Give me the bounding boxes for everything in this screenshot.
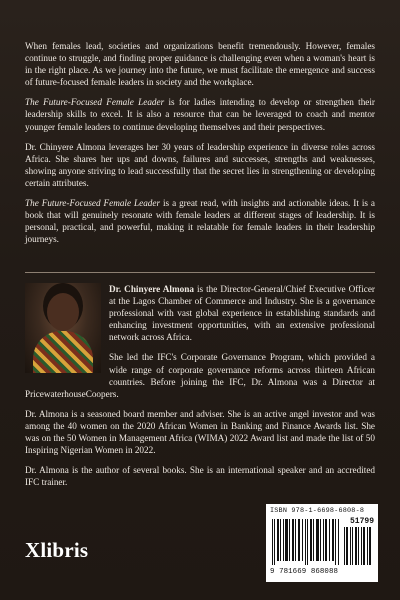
isbn-barcode: [266, 504, 378, 582]
blurb-paragraph-1: When females lead, societies and organizations benefit tremendously. However, females continue to struggle, and finding proper guidance is challenging even when a woman's heart is in the right place. As we journey into the future, we must facilitate the emergence and success of future-focused female leaders in society and the workplace.: [25, 41, 375, 88]
book-title-italic: The Future-Focused Female Leader: [25, 97, 165, 108]
blurb-paragraph-2: [25, 96, 375, 132]
blurb-paragraph-3: Dr. Chinyere Almona leverages her 30 years of leadership experience in diverse roles across Africa. She shares her ups and downs, failures and successes, strengths and weaknesses, showing anyone striving to lead successfully that the secret lies in strengthening or developing certain attributes.: [25, 141, 375, 188]
isbn-label: ISBN 978-1-6698-6808-8: [270, 507, 365, 515]
isbn-digits: 9 781669 868088: [270, 568, 339, 576]
author-photo-head: [47, 293, 79, 331]
author-bio: [25, 283, 375, 496]
author-photo: [25, 283, 101, 373]
blurb-paragraph-4: [25, 197, 375, 245]
bio-paragraph-2: She led the IFC's Corporate Governance Program, which provided a wide range of corporate governance reforms across thirteen African countries. Before joining the IFC, Dr. Almona was a Director at PricewaterhouseCoopers.: [25, 352, 375, 399]
bio-paragraph-3: Dr. Almona is a seasoned board member and adviser. She is an active angel investor and was among the 40 women on the 2020 African Women in Banking and Finance Awards list. She was on the 50 Women in Management Africa (WIMA) 2022 Award list and made the list of 50 Inspiring Nigerian Women in 2022.: [25, 408, 375, 456]
section-divider: [25, 272, 375, 273]
blurb-paragraph-2-text: is for ladies intending to develop or strengthen their leadership skills to excel. It is also a resource that can be leveraged to coach and mentor younger female leaders to continue developing themselves and their perspectives.: [25, 97, 375, 132]
author-name: Dr. Chinyere Almona: [109, 284, 194, 294]
price-code: 51799: [349, 517, 374, 526]
bio-paragraph-4: Dr. Almona is the author of several books. She is an international speaker and an accredited IFC trainer.: [25, 465, 375, 488]
bio-paragraph-1-text: is the Director-General/Chief Executive Officer at the Lagos Chamber of Commerce and Industry. She is a governance professional with vast global experience in establishing standards and enhancing investment opportunities, with an extensive professional network across Africa.: [109, 284, 375, 343]
publisher-logo: Xlibris: [25, 538, 89, 562]
blurb-paragraph-4-text: is a great read, with insights and actionable ideas. It is a book that will genuinely resonate with female leaders at different stages of leadership. It is personal, practical, and powerful, making it relatable for female leaders in their leadership journeys.: [25, 198, 375, 245]
author-photo-attire: [33, 331, 93, 373]
price-barcode-bars: [344, 527, 372, 565]
ean-barcode-bars: [272, 519, 340, 565]
book-blurb: [25, 40, 375, 253]
book-title-italic: The Future-Focused Female Leader: [25, 198, 161, 209]
